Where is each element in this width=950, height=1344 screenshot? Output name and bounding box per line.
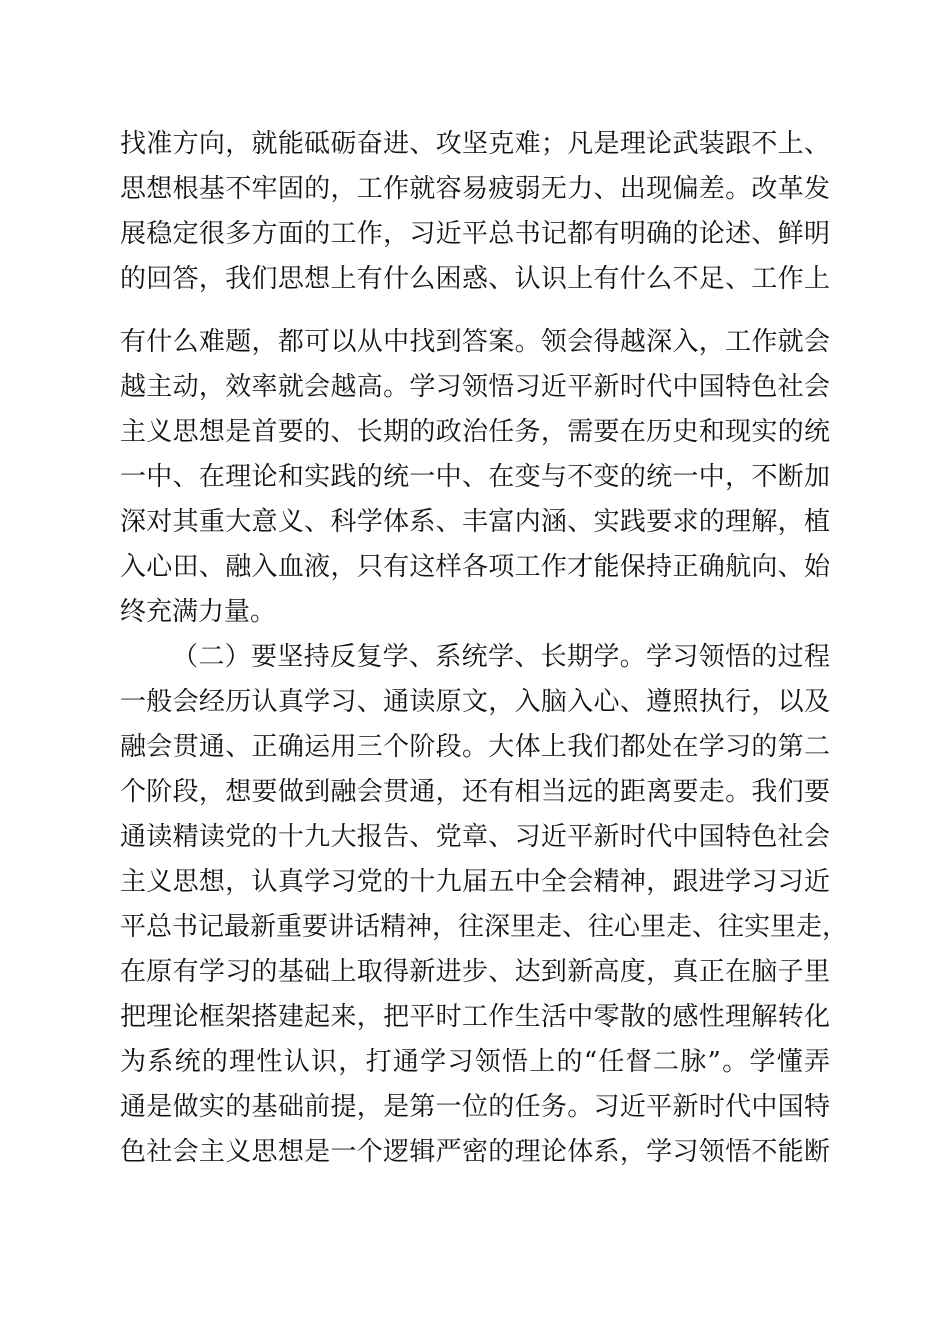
paragraph-line: 融会贯通、正确运用三个阶段。大体上我们都处在学习的第二 — [120, 732, 830, 762]
paragraph-line: 在原有学习的基础上取得新进步、达到新高度，真正在脑子里 — [120, 957, 830, 987]
paragraph-line: 展稳定很多方面的工作，习近平总书记都有明确的论述、鲜明 — [120, 219, 830, 249]
paragraph-line: 一般会经历认真学习、通读原文，入脑入心、遵照执行，以及 — [120, 687, 830, 717]
paragraph-line: 思想根基不牢固的，工作就容易疲弱无力、出现偏差。改革发 — [120, 174, 830, 204]
paragraph-line: 的回答，我们思想上有什么困惑、认识上有什么不足、工作上 — [120, 264, 830, 294]
paragraph-line: 一中、在理论和实践的统一中、在变与不变的统一中，不断加 — [120, 462, 830, 492]
paragraph-line: 通是做实的基础前提，是第一位的任务。习近平新时代中国特 — [120, 1092, 830, 1122]
paragraph-line: 入心田、融入血液，只有这样各项工作才能保持正确航向、始 — [120, 552, 830, 582]
paragraph-line: 越主动，效率就会越高。学习领悟习近平新时代中国特色社会 — [120, 372, 830, 402]
paragraph-line: 平总书记最新重要讲话精神，往深里走、往心里走、往实里走， — [120, 912, 849, 942]
paragraph-line: 有什么难题，都可以从中找到答案。领会得越深入，工作就会 — [120, 327, 830, 357]
paragraph-line: 把理论框架搭建起来，把平时工作生活中零散的感性理解转化 — [120, 1002, 830, 1032]
section-heading-line: （二）要坚持反复学、系统学、长期学。学习领悟的过程 — [172, 642, 830, 672]
paragraph-line: 找准方向，就能砥砺奋进、攻坚克难；凡是理论武装跟不上、 — [120, 129, 830, 159]
paragraph-line: 通读精读党的十九大报告、党章、习近平新时代中国特色社会 — [120, 822, 830, 852]
paragraph-line: 深对其重大意义、科学体系、丰富内涵、实践要求的理解，植 — [120, 507, 830, 537]
paragraph-line: 色社会主义思想是一个逻辑严密的理论体系，学习领悟不能断 — [120, 1137, 830, 1167]
paragraph-line: 终充满力量。 — [120, 597, 277, 627]
paragraph-line: 个阶段，想要做到融会贯通，还有相当远的距离要走。我们要 — [120, 777, 830, 807]
paragraph-line: 主义思想，认真学习党的十九届五中全会精神，跟进学习习近 — [120, 867, 830, 897]
paragraph-line: 主义思想是首要的、长期的政治任务，需要在历史和现实的统 — [120, 417, 830, 447]
paragraph-line: 为系统的理性认识，打通学习领悟上的“任督二脉”。学懂弄 — [120, 1047, 830, 1077]
